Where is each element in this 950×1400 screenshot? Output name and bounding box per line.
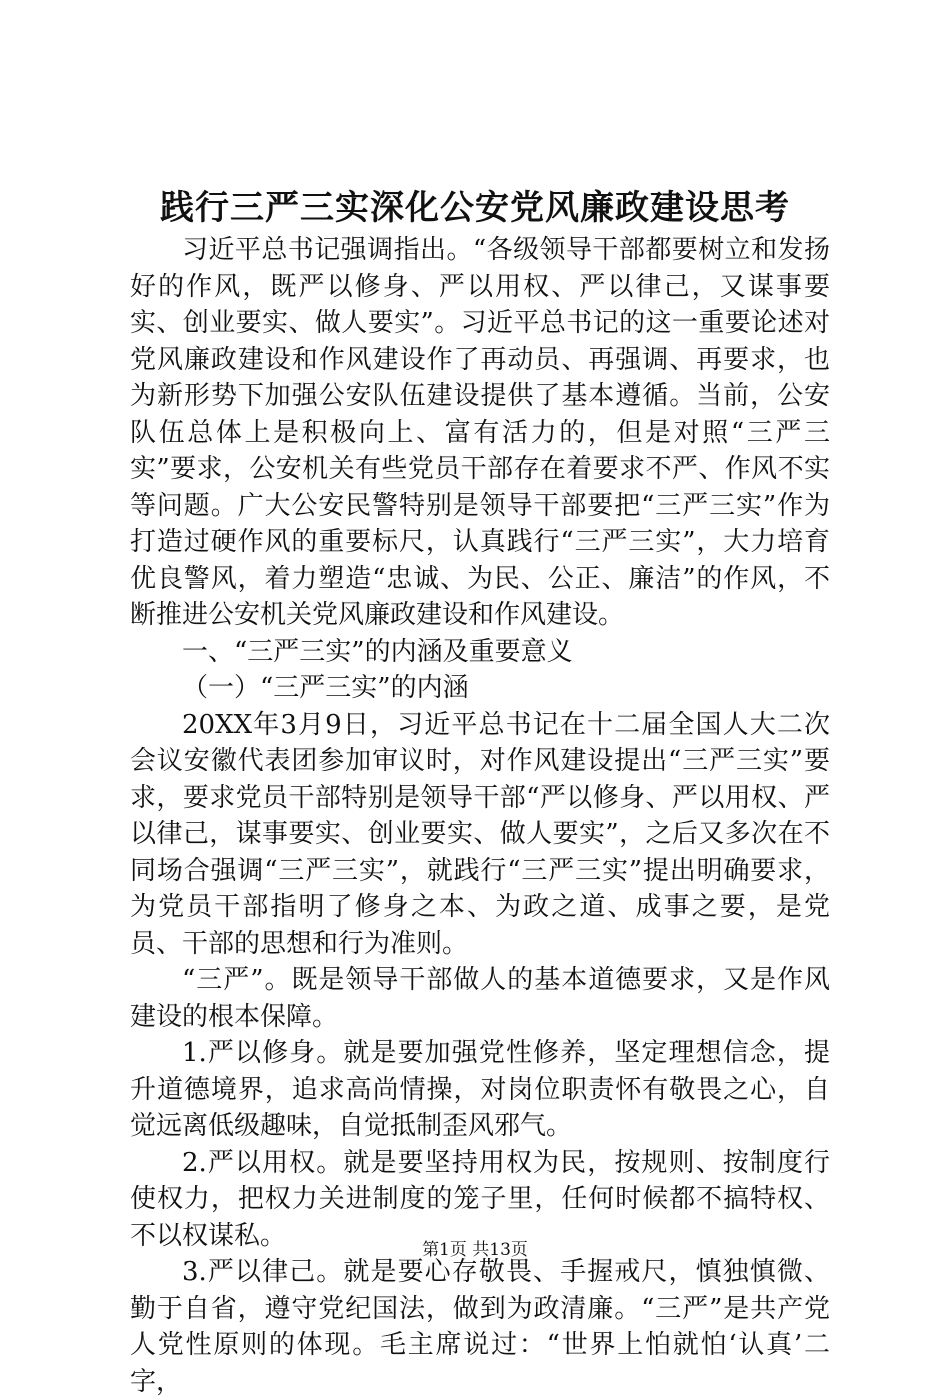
paragraph-item-1: 1.严以修身。就是要加强党性修养，坚定理想信念，提升道德境界，追求高尚情操，对岗位职责怀有敬畏之心，自觉远离低级趣味，自觉抵制歪风邪气。 (130, 1038, 830, 1141)
document-body (130, 232, 830, 1400)
paragraph-item-2: 2.严以用权。就是要坚持用权为民，按规则、按制度行使权力，把权力关进制度的笼子里，任何时候都不搞特权、不以权谋私。 (130, 1147, 830, 1251)
paragraph-background: 20XX年3月9日，习近平总书记在十二届全国人大二次会议安徽代表团参加审议时，对作风建设提出“三严三实”要求，要求党员干部特别是领导干部“严以修身、严以用权、严以律己，谋事要实、创业要实、做人要实”，之后又多次在不同场合强调“三严三实”，就践行“三严三实”提出明确要求，为党员干部指明了修身之本、为政之道、成事之要，是党员、干部的思想和行为准则。 (130, 709, 830, 959)
paragraph-item-3: 3.严以律己。就是要心存敬畏、手握戒尺，慎独慎微、勤于自省，遵守党纪国法，做到为政清廉。“三严”是共产党人党性原则的体现。毛主席说过：“世界上怕就怕‘认真’二字， (130, 1257, 830, 1397)
page-number-footer: 第1页 共13页 (422, 1240, 528, 1260)
paragraph-three-strict: “三严”。既是领导干部做人的基本道德要求，又是作风建设的根本保障。 (130, 965, 830, 1032)
subsection-heading-1: （一）“三严三实”的内涵 (182, 673, 469, 703)
paragraph-intro: 习近平总书记强调指出。“各级领导干部都要树立和发扬好的作风，既严以修身、严以用权、严以律己，又谋事要实、创业要实、做人要实”。习近平总书记的这一重要论述对党风廉政建设和作风建设作了再动员、再强调、再要求，也为新形势下加强公安队伍建设提供了基本遵循。当前，公安队伍总体上是积极向上、富有活力的，但是对照“三严三实”要求，公安机关有些党员干部存在着要求不严、作风不实等问题。广大公安民警特别是领导干部要把“三严三实”作为打造过硬作风的重要标尺，认真践行“三严三实”，大力培育优良警风，着力塑造“忠诚、为民、公正、廉洁”的作风，不断推进公安机关党风廉政建设和作风建设。 (130, 235, 830, 630)
document-title: 践行三严三实深化公安党风廉政建设思考 (160, 188, 790, 228)
section-heading-1: 一、“三严三实”的内涵及重要意义 (182, 636, 573, 667)
